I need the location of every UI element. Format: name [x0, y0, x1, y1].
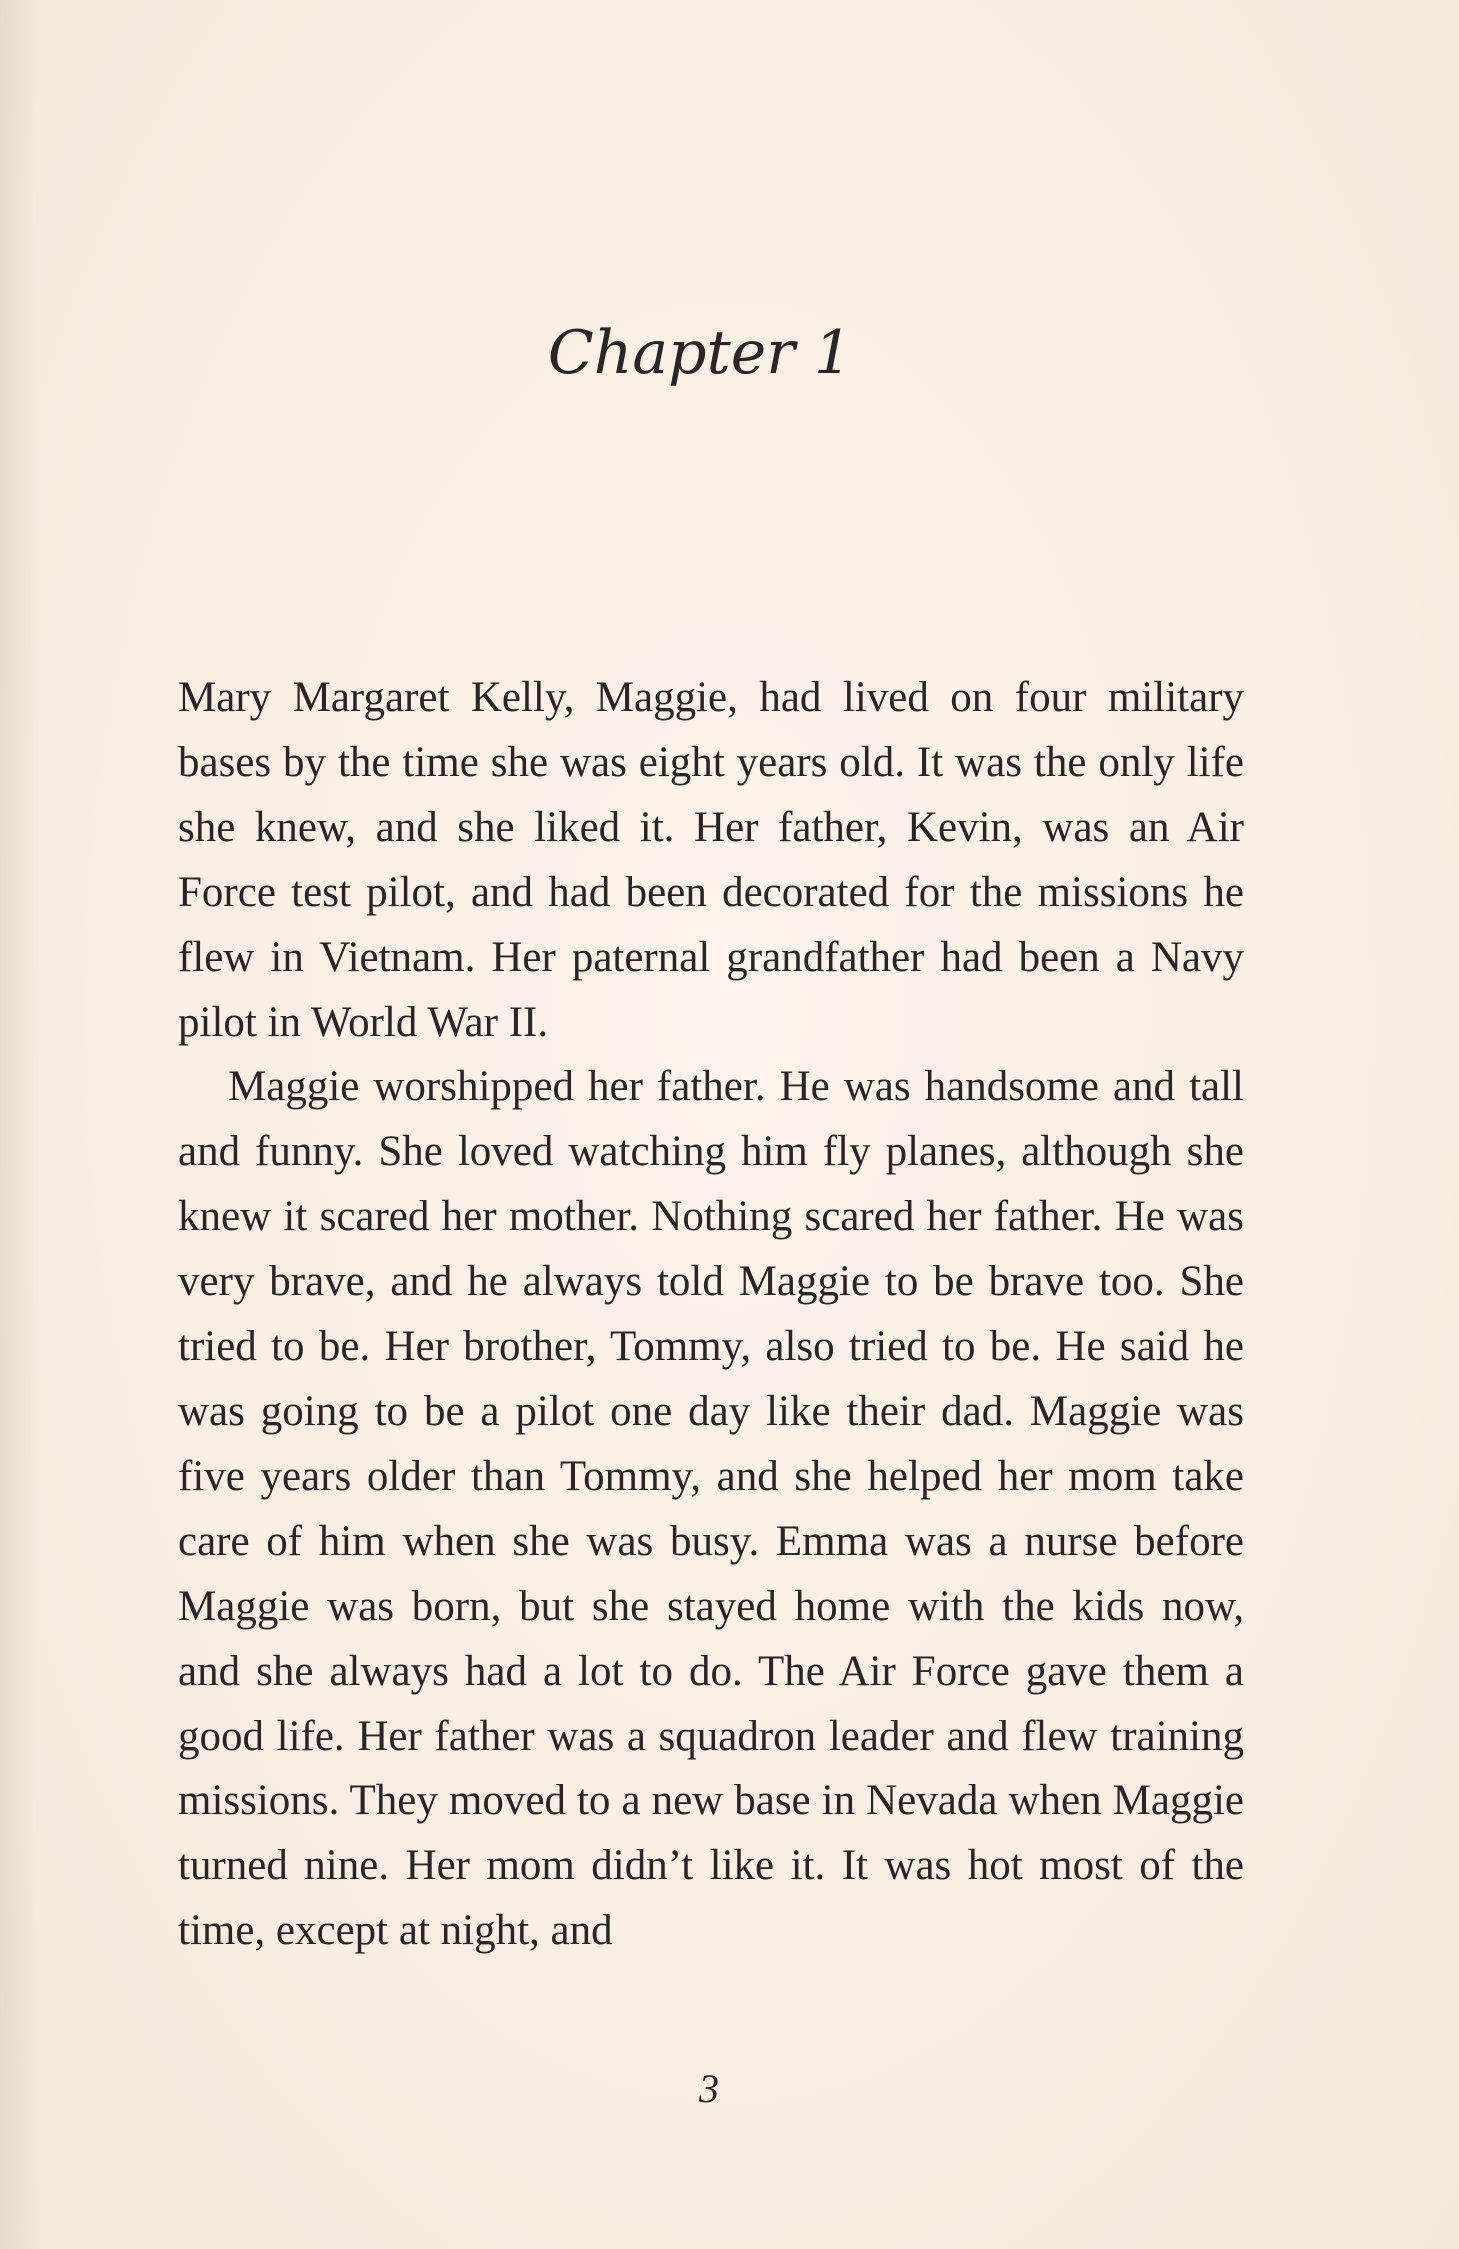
- paragraph-1: Mary Margaret Kelly, Maggie, had lived on four military bases by the time she was eight years old. It was the only life she knew, and she liked it. Her father, Kevin, was an Air Force test pilot, and had been decorated for the missions he flew in Vietnam. Her paternal grandfather had been a Navy pilot in World War II.: [178, 674, 1244, 1046]
- chapter-title: Chapter 1: [547, 318, 853, 388]
- page-number: 3: [699, 2066, 719, 2111]
- chapter-body: [178, 666, 1244, 1964]
- paragraph-2: Maggie worshipped her father. He was handsome and tall and funny. She loved watching him fly planes, although she knew it scared her mother. Nothing scared her father. He was very brave, and he always told Maggie to be brave too. She tried to be. Her brother, Tommy, also tried to be. He said he was going to be a pilot one day like their dad. Maggie was five years older than Tommy, and she helped her mom take care of him when she was busy. Emma was a nurse before Maggie was born, but she stayed home with the kids now, and she always had a lot to do. The Air Force gave them a good life. Her father was a squadron leader and flew training missions. They moved to a new base in Nevada when Maggie turned nine. Her mom didn’t like it. It was hot most of the time, except at night, and: [178, 1063, 1244, 1955]
